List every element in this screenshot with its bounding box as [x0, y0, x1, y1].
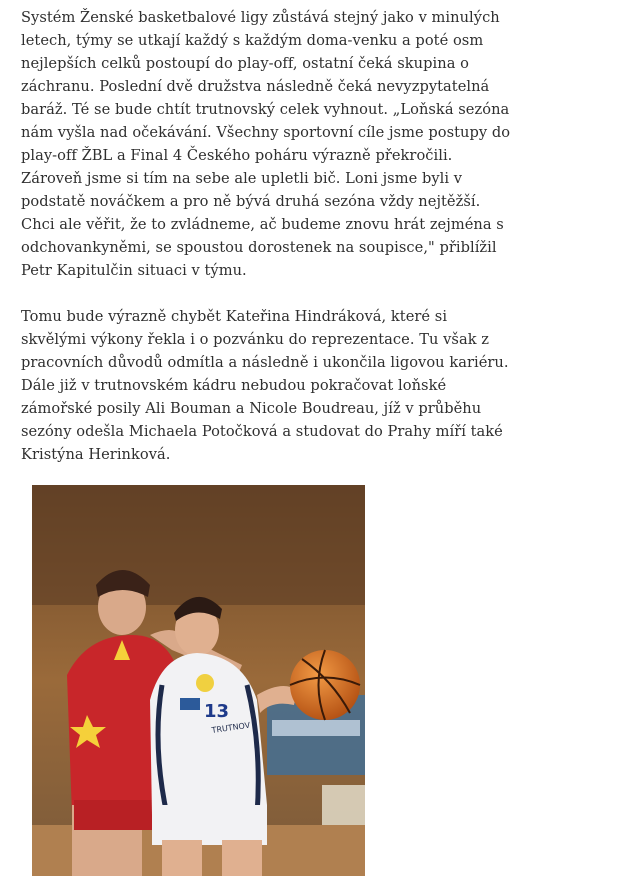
- article-paragraph: Systém Ženské basketbalové ligy zůstává stejný jako v minulých letech, týmy se utkají každý s každým doma-venku a poté osm nejlepších celků postoupí do play-off, ostatní čeká skupina o záchranu. Poslední dvě družstva následně čeká nevyzpytatelná baráž. Té se bude chtít trutnovský celek vyhnout. „Loňská sezóna nám vyšla nad očekávání. Všechny sportovní cíle jsme postupy do play-off ŽBL a Final 4 Českého poháru výrazně překročili. Zároveň jsme si tím na sebe ale upletli bič. Loni jsme byli v podstatě nováčkem a pro ně bývá druhá sezóna vždy nejtěžší. Chci ale věřit, že to zvládneme, ač budeme znovu hrát zejména s odchovankyněmi, se spoustou dorostenek na soupisce," přiblížil Petr Kapitulčin situaci v týmu.: [21, 9, 511, 279]
- basketball: [290, 650, 360, 720]
- article-paragraph: Tomu bude výrazně chybět Kateřina Hindráková, které si skvělými výkony řekla i o pozvánku do reprezentace. Tu však z pracovních důvodů odmítla a následně i ukončila ligovou kariéru. Dále již v trutnovském kádru nebudou pokračovat loňské zámořské posily Ali Bouman a Nicole Boudreau, jíž v průběhu sezóny odešla Michaela Potočková a studovat do Prahy míří také Kristýna Herinková.: [21, 308, 509, 463]
- article-body: [21, 6, 521, 466]
- jersey-number: 13: [204, 701, 230, 722]
- basketball-photo: [32, 485, 365, 876]
- jersey-text: TRUTNOV: [211, 720, 251, 735]
